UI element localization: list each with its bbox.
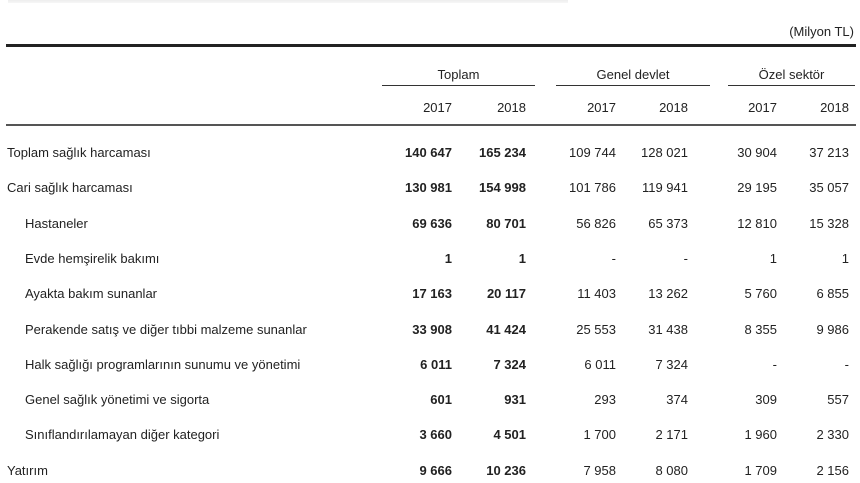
- cell-value: 154 998: [479, 180, 526, 196]
- cell-value: 7 324: [493, 356, 526, 372]
- cell-value: 8 080: [655, 462, 688, 478]
- cell-value: 33 908: [412, 321, 452, 337]
- table-row: [0, 427, 860, 447]
- cell-value: 109 744: [569, 145, 616, 160]
- cell-value: 29 195: [737, 180, 777, 196]
- cell-value: 6 011: [584, 356, 616, 372]
- cell-value: 65 373: [648, 215, 688, 231]
- cell-value: 9 986: [816, 321, 849, 337]
- cell-value: 37 213: [809, 145, 849, 160]
- year-header: 2017: [587, 100, 616, 115]
- cell-value: 6 011: [420, 356, 452, 372]
- year-header: 2017: [748, 100, 777, 115]
- cell-value: 1: [841, 250, 849, 266]
- cell-value: 17 163: [412, 286, 452, 302]
- cell-value: 3 660: [419, 427, 452, 443]
- cell-value: 25 553: [576, 321, 616, 337]
- year-header: 2017: [423, 100, 452, 115]
- cell-value: 293: [594, 392, 616, 408]
- row-label: Perakende satış ve diğer tıbbi malzeme sunanlar: [25, 321, 307, 337]
- table-row: [0, 357, 860, 377]
- cell-value: 374: [666, 392, 688, 408]
- row-label: Sınıflandırılamayan diğer kategori: [25, 427, 220, 443]
- cell-value: 13 262: [648, 286, 688, 302]
- row-label: Halk sağlığı programlarının sunumu ve yönetimi: [25, 356, 301, 372]
- header-rule: [6, 124, 856, 126]
- cell-value: 41 424: [486, 321, 526, 337]
- row-label: Toplam sağlık harcaması: [7, 145, 151, 160]
- unit-label: (Milyon TL): [789, 24, 854, 39]
- table-row: [0, 322, 860, 342]
- cell-value: 31 438: [648, 321, 688, 337]
- group-header-ozel-sektor: Özel sektör: [728, 67, 855, 86]
- cell-value: 15 328: [809, 215, 849, 231]
- cell-value: 2 171: [655, 427, 688, 443]
- cell-value: 309: [755, 392, 777, 408]
- row-label: Ayakta bakım sunanlar: [25, 286, 157, 302]
- cell-value: 20 117: [486, 286, 526, 302]
- cell-value: 601: [430, 392, 452, 408]
- top-rule: [6, 44, 856, 47]
- year-header: 2018: [497, 100, 526, 115]
- cropped-title-fragment: [8, 0, 568, 3]
- cell-value: 128 021: [641, 145, 688, 160]
- cell-value: 30 904: [737, 145, 777, 160]
- cell-value: 9 666: [419, 462, 452, 478]
- table-row: [0, 216, 860, 236]
- cell-value: 119 941: [641, 180, 688, 196]
- cell-value: -: [611, 250, 616, 266]
- row-label: Yatırım: [7, 462, 48, 478]
- cell-value: 10 236: [486, 462, 526, 478]
- group-header-genel-devlet: Genel devlet: [556, 67, 710, 86]
- year-header: 2018: [659, 100, 688, 115]
- cell-value: -: [844, 356, 849, 372]
- cell-value: 2 330: [816, 427, 849, 443]
- cell-value: 130 981: [405, 180, 452, 196]
- cell-value: 2 156: [816, 462, 849, 478]
- cell-value: 557: [827, 392, 849, 408]
- table-row: [0, 286, 860, 306]
- cell-value: 1: [769, 250, 777, 266]
- row-label: Cari sağlık harcaması: [7, 180, 133, 196]
- cell-value: 7 324: [655, 356, 688, 372]
- cell-value: -: [772, 356, 777, 372]
- cell-value: 11 403: [577, 286, 616, 302]
- cell-value: 165 234: [479, 145, 526, 160]
- group-header-toplam: Toplam: [382, 67, 535, 86]
- cell-value: 1 700: [583, 427, 616, 443]
- table-row: [0, 392, 860, 412]
- year-header: 2018: [820, 100, 849, 115]
- table-row: [0, 180, 860, 200]
- cell-value: 1 960: [744, 427, 777, 443]
- cell-value: 12 810: [737, 215, 777, 231]
- cell-value: 8 355: [744, 321, 777, 337]
- cell-value: 56 826: [576, 215, 616, 231]
- cell-value: 69 636: [412, 215, 452, 231]
- cell-value: 931: [504, 392, 526, 408]
- cell-value: 7 958: [583, 462, 616, 478]
- cell-value: 1 709: [744, 462, 777, 478]
- cell-value: 6 855: [816, 286, 849, 302]
- row-label: Evde hemşirelik bakımı: [25, 250, 160, 266]
- row-label: Genel sağlık yönetimi ve sigorta: [25, 392, 210, 408]
- cell-value: 35 057: [809, 180, 849, 196]
- cell-value: 140 647: [405, 145, 452, 160]
- cell-value: 4 501: [493, 427, 526, 443]
- table-row: [0, 145, 860, 165]
- table-row: [0, 251, 860, 271]
- row-label: Hastaneler: [25, 215, 88, 231]
- cell-value: 101 786: [569, 180, 616, 196]
- cell-value: 5 760: [744, 286, 777, 302]
- cell-value: 1: [444, 250, 452, 266]
- cell-value: -: [683, 250, 688, 266]
- cell-value: 1: [518, 250, 526, 266]
- cell-value: 80 701: [486, 215, 526, 231]
